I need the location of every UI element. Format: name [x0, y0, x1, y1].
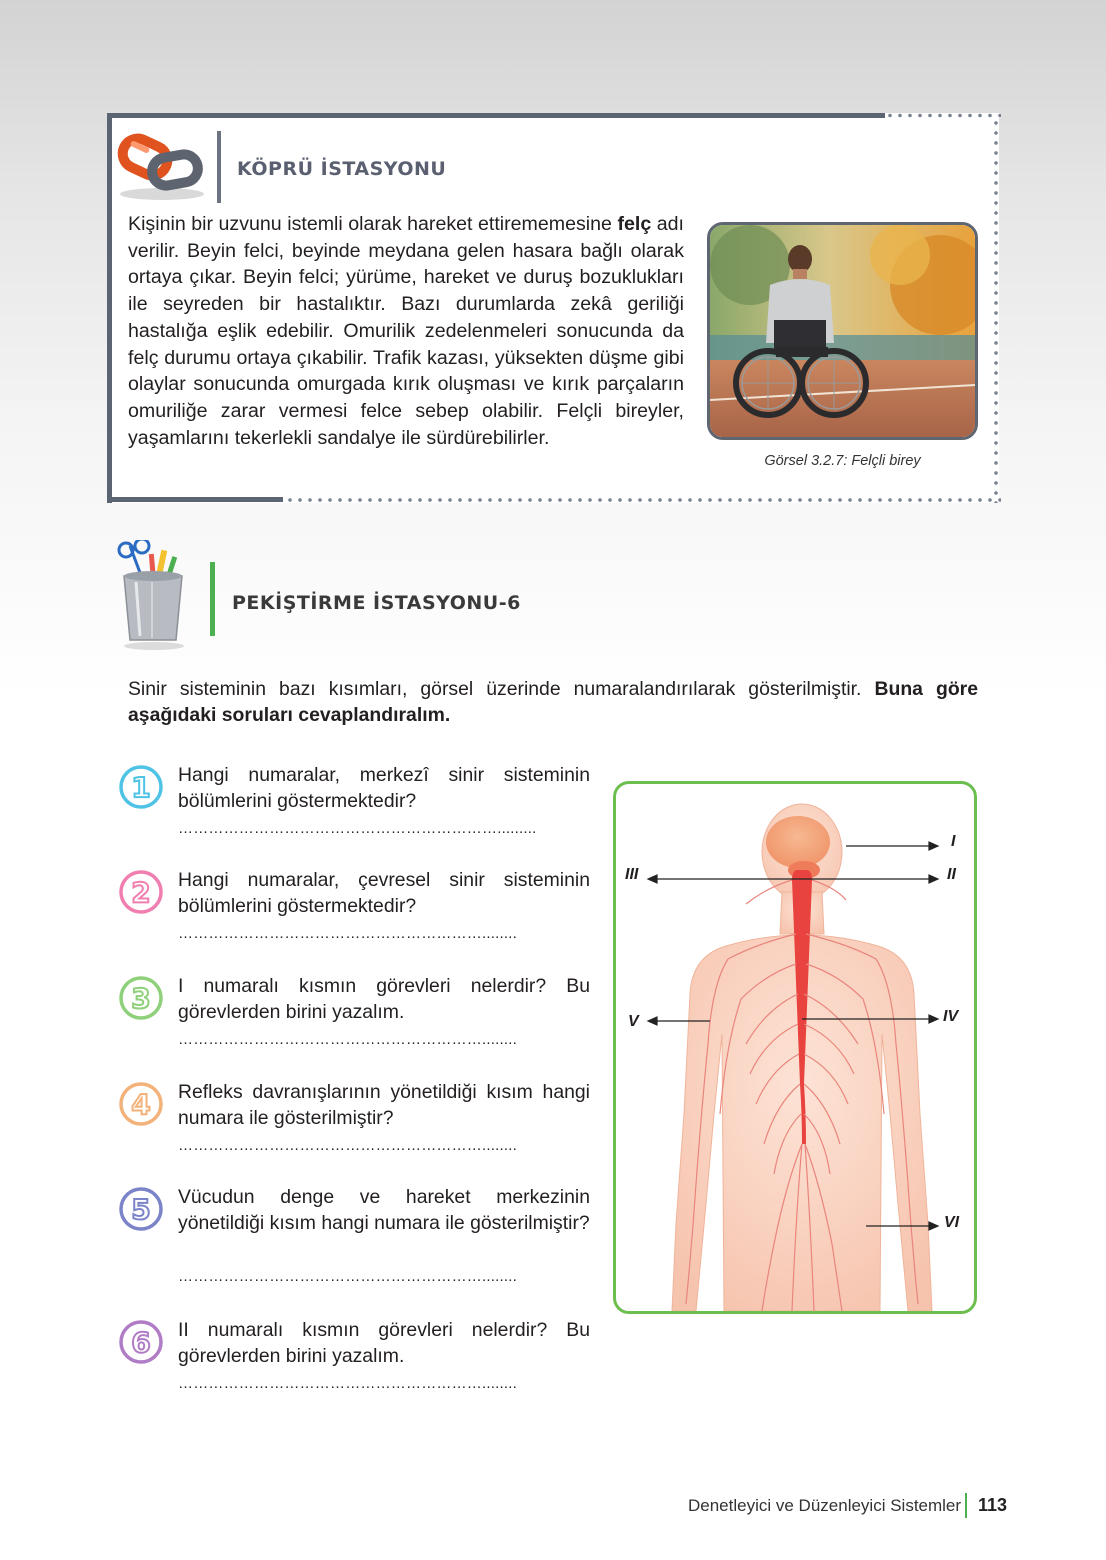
svg-text:1: 1 [131, 771, 151, 804]
label-IV: IV [943, 1008, 959, 1025]
nervous-system-diagram [613, 781, 977, 1314]
question-number-badge [118, 764, 164, 810]
question-number-badge [118, 869, 164, 915]
label-II: II [947, 866, 956, 883]
answer-line[interactable]: ……………………………………………………........ [178, 1137, 517, 1154]
answer-line[interactable]: ……………………………………………………........ [178, 925, 517, 942]
solid-border-bottom [107, 497, 283, 502]
wheelchair-photo [707, 222, 978, 440]
dotted-border-top [885, 113, 1001, 118]
label-I: I [951, 833, 956, 850]
kopru-paragraph [128, 211, 684, 451]
question-text: Hangi numaralar, merkezî sinir sisteminin bölümlerini göstermektedir? [178, 764, 590, 812]
answer-line[interactable]: ……………………………………………………........ [178, 1375, 517, 1392]
svg-text:3: 3 [131, 982, 151, 1015]
svg-text:4: 4 [131, 1088, 151, 1121]
dotted-border-right [993, 118, 999, 503]
title-divider [217, 131, 221, 203]
paragraph-bold-term: felç [617, 213, 652, 235]
intro-bold-text: Buna göre aşağıdaki soruları cevaplandıralım. [128, 678, 978, 726]
question-number-badge [118, 1081, 164, 1127]
intro-text: Sinir sisteminin bazı kısımları, görsel üzerinde numaralandırılarak gösterilmiştir. [128, 678, 875, 700]
answer-line[interactable]: ………………………………………………………......... [178, 820, 537, 837]
question-text: Refleks davranışlarının yönetildiği kısım hangi numara ile gösterilmiştir? [178, 1081, 590, 1129]
intro-paragraph [128, 676, 978, 728]
label-VI: VI [944, 1214, 960, 1231]
chain-link-icon [116, 130, 208, 202]
svg-text:5: 5 [131, 1193, 151, 1226]
label-V: V [628, 1013, 639, 1030]
photo-caption: Görsel 3.2.7: Felçli birey [764, 453, 921, 469]
kopru-title: KÖPRÜ İSTASYONU [237, 158, 447, 180]
page-number: 113 [978, 1495, 1008, 1515]
question-number-badge [118, 1186, 164, 1232]
answer-line[interactable]: ……………………………………………………........ [178, 1268, 517, 1285]
question-number-badge [118, 1319, 164, 1365]
paragraph-start: Kişinin bir uzvunu istemli olarak hareket ettirememesine [128, 213, 612, 235]
pekistirme-title: PEKİŞTİRME İSTASYONU-6 [232, 592, 521, 614]
question-text: Hangi numaralar, çevresel sinir sisteminin bölümlerini göstermektedir? [178, 869, 590, 917]
svg-text:2: 2 [131, 876, 151, 909]
question-text: Vücudun denge ve hareket merkezinin yönetildiği kısım hangi numara ile gösterilmiştir? [178, 1186, 590, 1234]
brain-shape [766, 816, 830, 868]
pencil-cup-icon [112, 540, 194, 650]
title-divider [210, 562, 215, 636]
paragraph-rest: adı verilir. Beyin felci, beyinde meydana gelen hasara bağlı olarak ortaya çıkar. Beyin felci; yürüme, hareket ve duruş bozuklukları ile seyreden bir hastalıktır. Bazı durumlarda zekâ geriliği hastalığa eşlik edebilir. Omurilik zedelenmeleri sonucunda da felç durumu ortaya çıkabilir. Trafik kazası, yüksekten düşme gibi olaylar sonucunda omurgada kırık oluşması ve kırık parçaların omuriliğe zarar vermesi felce sebep olabilir. Felçli bireyler, yaşamlarını tekerlekli sandalye ile sürdürebilirler. [128, 213, 684, 449]
question-text: I numaralı kısmın görevleri nelerdir? Bu görevlerden birini yazalım. [178, 975, 590, 1023]
footer-chapter: Denetleyici ve Düzenleyici Sistemler [688, 1496, 962, 1515]
svg-text:6: 6 [131, 1326, 151, 1359]
question-number-badge [118, 975, 164, 1021]
dotted-border-bottom [285, 497, 1001, 503]
footer-divider [965, 1493, 967, 1518]
answer-line[interactable]: ……………………………………………………........ [178, 1031, 517, 1048]
label-III: III [625, 866, 639, 883]
question-text: II numaralı kısmın görevleri nelerdir? Bu görevlerden birini yazalım. [178, 1319, 590, 1367]
